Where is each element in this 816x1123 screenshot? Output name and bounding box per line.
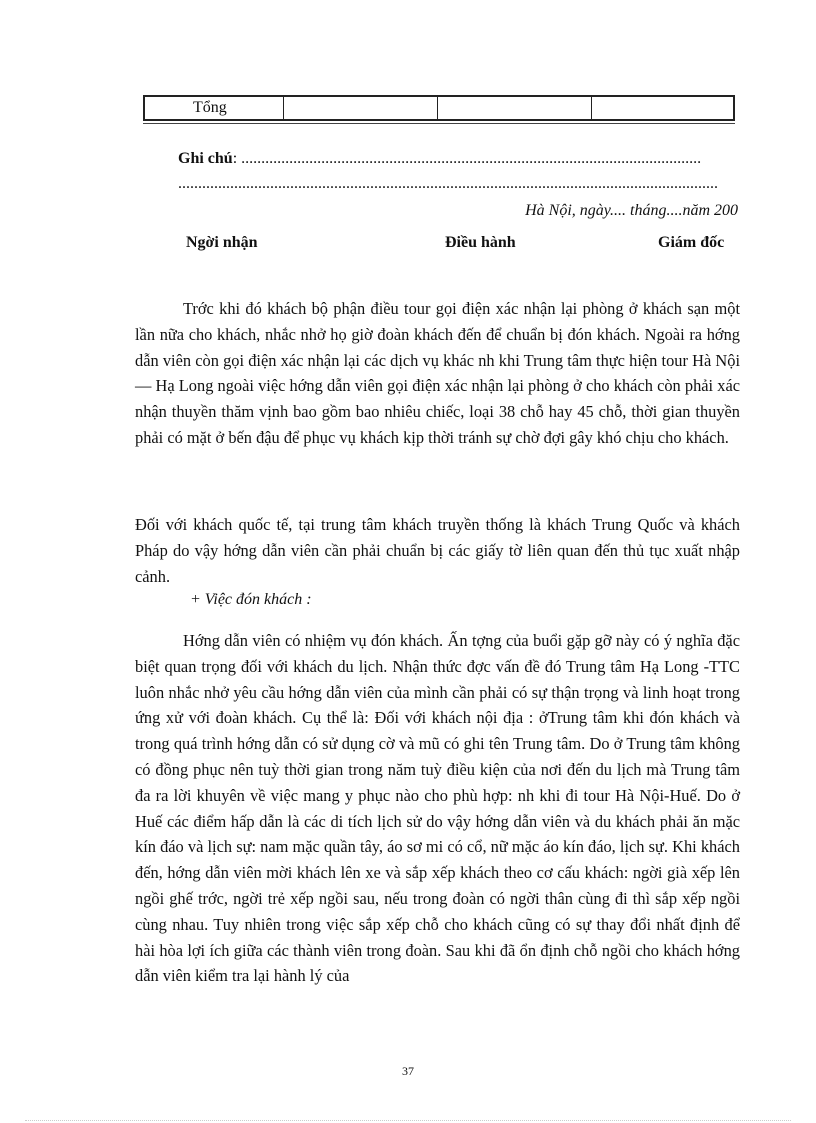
table-cell-total-label: Tổng	[145, 97, 284, 119]
page-number: 37	[402, 1064, 414, 1078]
signature-director: Giám đốc	[658, 234, 725, 251]
paragraph-1: Trớc khi đó khách bộ phận điều tour gọi điện xác nhận lại phòng ở khách sạn một lần nữa cho khách, nhắc nhở họ giờ đoàn khách đến để chuẩn bị đón khách. Ngoài ra hớng dẫn viên còn gọi điện xác nhận lại các dịch vụ khác nh khi Trung tâm thực hiện tour Hà Nội — Hạ Long ngoài việc hớng dẫn viên gọi điện xác nhận lại phòng ở cho khách còn phải xác nhận thuyền thăm vịnh bao gồm bao nhiêu chiếc, loại 38 chỗ hay 45 chỗ, thời gian thuyền phải có mặt ở bến đậu để phục vụ khách kịp thời tránh sự chờ đợi gây khó chịu cho khách.	[135, 299, 740, 447]
section-label: + Việc đón khách :	[190, 591, 312, 608]
note-line-2: .......................................................................................................................................	[178, 175, 718, 192]
summary-table	[143, 95, 735, 121]
footer-divider	[25, 1120, 791, 1121]
table-cell	[592, 97, 733, 119]
date-line: Hà Nội, ngày.... tháng....năm 200	[525, 202, 738, 219]
note-dots: : ...................................................................................................................	[232, 150, 702, 167]
table-cell	[438, 97, 592, 119]
note-label: Ghi chú	[178, 150, 233, 167]
note-line-1	[178, 150, 738, 168]
paragraph-3: Hớng dẫn viên có nhiệm vụ đón khách. Ấn tợng của buổi gặp gỡ này có ý nghĩa đặc biệt quan trọng đối với khách du lịch. Nhận thức đợc vấn đề đó Trung tâm Hạ Long -TTC luôn nhắc nhở yêu cầu hớng dẫn viên của mình cần phải có sự thận trọng và linh hoạt trong ứng xử với đoàn khách. Cụ thể là: Đối với khách nội địa : ởTrung tâm khi đón khách và trong quá trình hớng dẫn có sử dụng cờ và mũ có ghi tên Trung tâm. Do ở Trung tâm không có đồng phục nên tuỳ thời gian trong năm tuỳ điều kiện của nơi đến du lịch mà Trung tâm đa ra lời khuyên về việc mang y phục nào cho phù hợp: nh khi đi tour Hà Nội-Huế. Do ở Huế các điểm hấp dẫn là các di tích lịch sử do vậy hớng dẫn viên và du khách phải ăn mặc kín đáo và lịch sự: nam mặc quần tây, áo sơ mi có cổ, nữ mặc áo kín đáo, lịch sự. Khi khách đến, hớng dẫn viên mời khách lên xe và sắp xếp khách theo cơ cấu khách: ngời già xếp lên ngồi ghế trớc, ngời trẻ xếp ngồi sau, nếu trong đoàn có ngời thân cùng đi thì sắp xếp ngồi cùng nhau. Tuy nhiên trong việc sắp xếp chỗ cho khách cũng có sự thay đổi nhất định để hài hòa lợi ích giữa các thành viên trong đoàn. Sau khi đã ổn định chỗ ngồi cho khách hớng dẫn viên kiểm tra lại hành lý của	[135, 631, 740, 986]
paragraph-2: Đối với khách quốc tế, tại trung tâm khách truyền thống là khách Trung Quốc và khách Pháp do vậy hớng dẫn viên cần phải chuẩn bị các giấy tờ liên quan đến thủ tục xuất nhập cảnh.	[135, 515, 740, 586]
signature-operator: Điều hành	[445, 234, 516, 251]
signature-receiver: Ngời nhận	[186, 234, 258, 251]
table-cell	[284, 97, 438, 119]
